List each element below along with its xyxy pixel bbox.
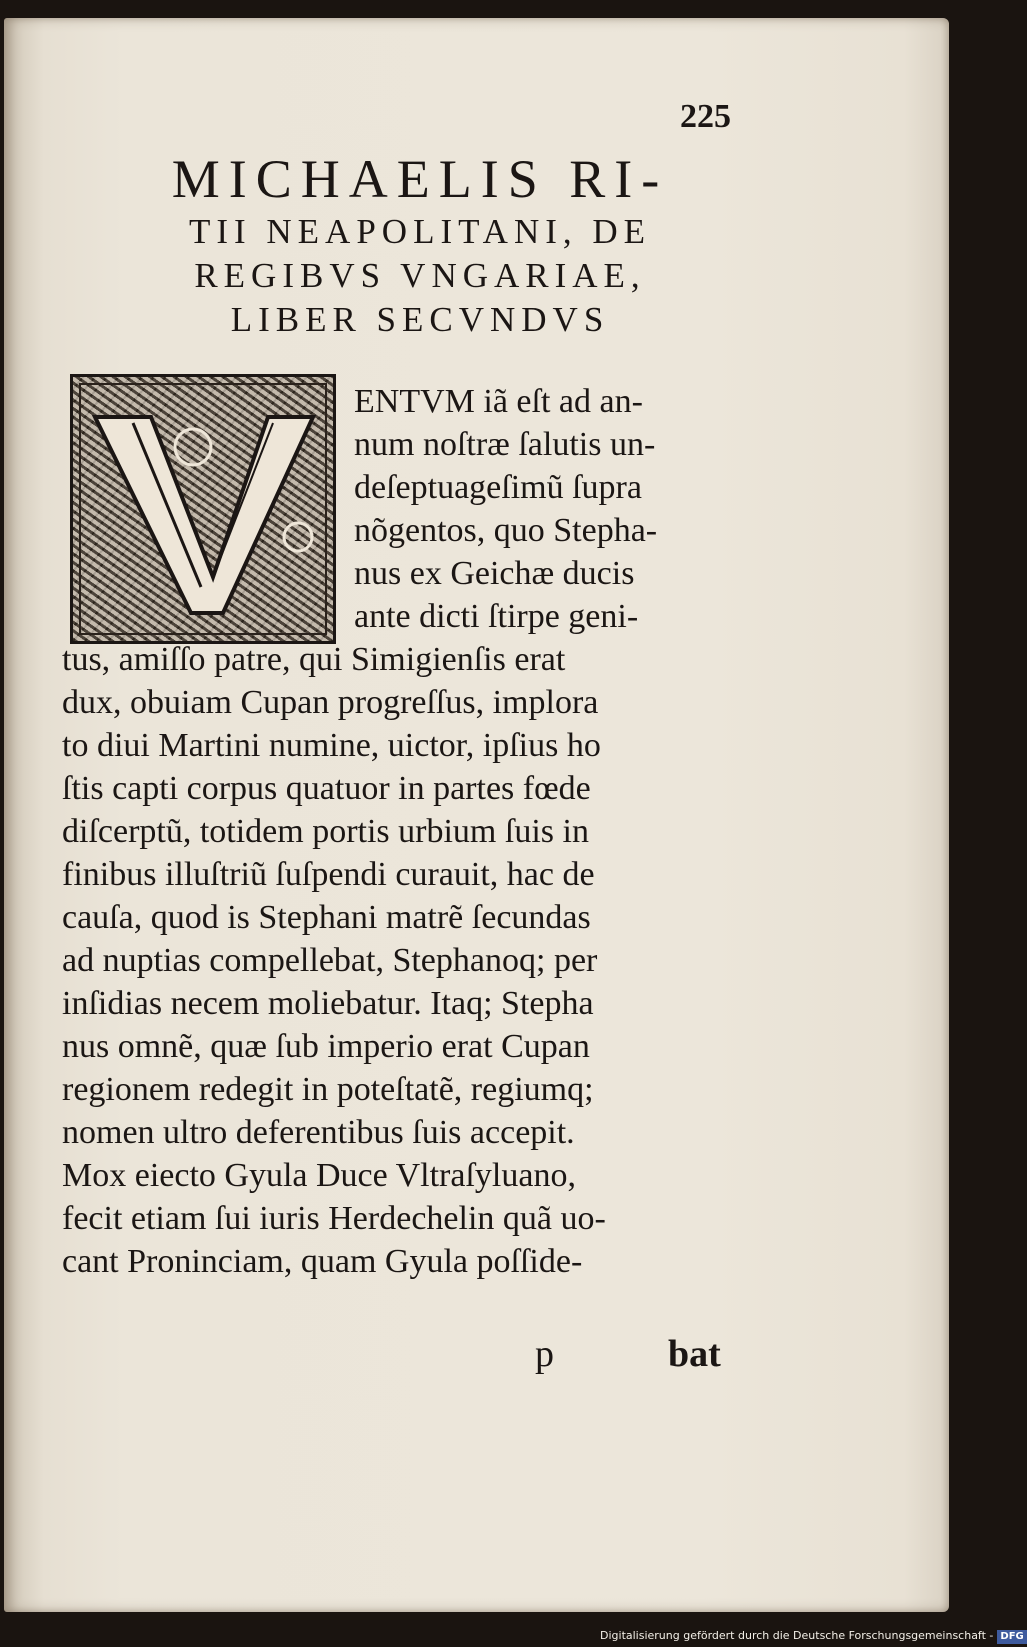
digitization-footer [600, 1627, 1024, 1645]
text-line: cauſa, quod is Stephani matrẽ ſecundas [62, 899, 591, 936]
page-foot [0, 1332, 1000, 1382]
text-line: nus omnẽ, quæ ſub imperio erat Cupan [62, 1028, 590, 1065]
text-line: ſtis capti corpus quatuor in partes fœde [62, 770, 591, 807]
text-line: cant Proninciam, quam Gyula poſſide- [62, 1243, 583, 1280]
dfg-logo: DFG [997, 1630, 1026, 1644]
text-line: Mox eiecto Gyula Duce Vltraſyluano, [62, 1157, 576, 1194]
decorated-initial [70, 374, 336, 644]
text-line: nus ex Geichæ ducis [354, 555, 635, 592]
text-line: ENTVM iã eſt ad an- [354, 383, 643, 420]
text-line: diſcerptũ, totidem portis urbium ſuis in [62, 813, 589, 850]
catchword: bat [668, 1333, 721, 1375]
page-number: 225 [680, 98, 731, 135]
text-line: to diui Martini numine, uictor, ipſius ho [62, 727, 601, 764]
text-line: inſidias necem moliebatur. Itaq; Stepha [62, 985, 594, 1022]
chapter-title [100, 148, 740, 342]
text-line: deſeptuageſimũ ſupra [354, 469, 642, 506]
title-line: LIBER SECVNDVS [230, 300, 610, 339]
text-line: fecit etiam ſui iuris Herdechelin quã uo- [62, 1200, 606, 1237]
text-line: dux, obuiam Cupan progreſſus, implora [62, 684, 599, 721]
title-line: REGIBVS VNGARIAE, [194, 256, 646, 295]
text-line: nomen ultro deferentibus ſuis accepit. [62, 1114, 575, 1151]
signature-mark: p [535, 1333, 554, 1375]
footer-text: Digitalisierung gefördert durch die Deutsche Forschungsgemeinschaft - [600, 1629, 994, 1642]
text-line: num noſtræ ſalutis un- [354, 426, 656, 463]
text-line: tus, amiſſo patre, qui Simigienſis erat [62, 641, 566, 678]
text-line: nõgentos, quo Stepha- [354, 512, 658, 549]
initial-letter-v-icon [73, 377, 333, 641]
text-line: finibus illuſtriũ ſuſpendi curauit, hac de [62, 856, 595, 893]
title-line: MICHAELIS RI- [171, 149, 669, 209]
text-line: ad nuptias compellebat, Stephanoq; per [62, 942, 598, 979]
title-line: TII NEAPOLITANI, DE [188, 212, 652, 251]
text-line: regionem redegit in poteſtatẽ, regiumq; [62, 1071, 594, 1108]
text-line: ante dicti ſtirpe geni- [354, 598, 639, 635]
